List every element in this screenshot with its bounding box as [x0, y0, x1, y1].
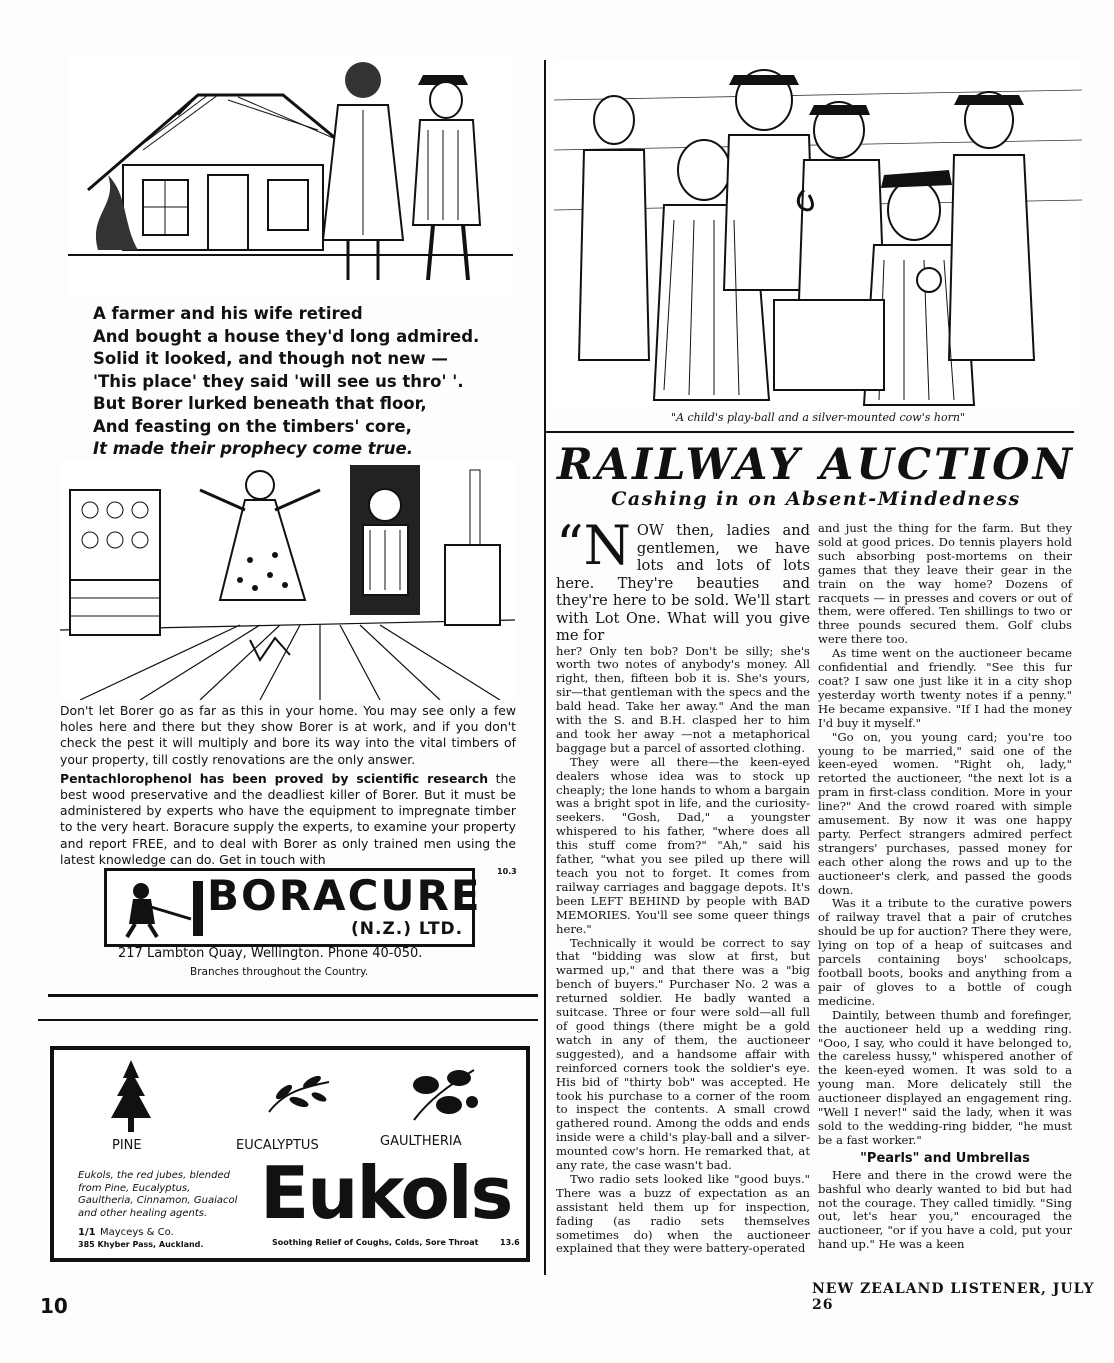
divider	[546, 431, 1074, 433]
poem-line: A farmer and his wife retired	[93, 304, 363, 323]
logo-bar	[193, 881, 203, 936]
poem-line: Solid it looked, and though not new —	[93, 349, 448, 368]
divider	[48, 994, 538, 997]
article-paragraph: They were all there—the keen-eyed dealers whose idea was to stock up cheaply; the lone hands to whom a bargain was a bright spot in life, and the curiosity-seekers. "Gosh, Dad," a youngster whispered to his father, "where does all this stuff come from?" "Ah," said his father, "what you see piled up there will teach you not to forget. It comes from railway carriages and baggage depots. It's been LEFT BEHIND by people with BAD MEMORIES. You'll see some queer things here."	[556, 754, 810, 936]
gaultheria-leaves-icon	[404, 1060, 484, 1130]
poem-line: It made their prophecy come true.	[93, 439, 413, 458]
pine-label: PINE	[112, 1138, 142, 1153]
article-column-1	[556, 514, 810, 1256]
article-opener	[556, 514, 810, 645]
gaultheria-label: GAULTHERIA	[380, 1134, 462, 1149]
article-paragraph: Technically it would be correct to say that "bidding was slow at first, but warmed up," and that there was a "big bench of buyers." Purchaser No. 2 was a returned soldier. He badly wanted a suitcase. Three or four were sold—all full of good things (there might be a gold watch in any of them, the auctioneer suggested), and a handsome affair with reinforced corners took the soldier's eye. His bid of "thirty bob" was accepted. He took his purchase to a corner of the room to inspect the contents. A small crowd gathered round. Among the odds and ends inside were a child's play-ball and a silver-mounted cow's horn. He remarked that, at any rate, the case wasn't bad.	[556, 935, 810, 1173]
eukols-price: 1/1	[78, 1227, 96, 1238]
pine-tree-icon	[109, 1060, 153, 1135]
eukols-brand: Eukols	[260, 1151, 512, 1235]
column-divider	[544, 60, 546, 1275]
borer-body-paragraph-1: Don't let Borer go as far as this in your home. You may see only a few holes here and there but they show Borer is at work, and if you don't check the pest it will multiply and bore its way into the vital timbers of your property, till costly renovations are the only answer.	[60, 703, 516, 767]
poem-line: And feasting on the timbers' core,	[93, 416, 412, 436]
poem-line: 'This place' they said 'will see us thro' '.	[93, 371, 464, 391]
page-number: 10	[40, 1294, 68, 1318]
article-subhead: Cashing in on Absent-Mindedness	[611, 488, 1021, 510]
article-paragraph: and just the thing for the farm. But they sold at good prices. Do tennis players hold such absorbing post-mortems on their games that they leave their gear in the train on the way home? Dozens of racquets — in presses and covers or out of them, were offered. Ten shillings to two or three pounds secured them. Golf clubs were there too.	[818, 521, 1072, 647]
drop-cap-letter: N	[583, 514, 631, 577]
eukols-ad	[50, 1046, 530, 1262]
borer-body	[60, 703, 516, 868]
article-headline: RAILWAY AUCTION	[557, 440, 1075, 490]
borer-body-text: the best wood preservative and the deadliest killer of Borer. But it must be administered by experts who have the equipment to impregnate timber to the very heart. Boracure supply the experts, to examine your property and report FREE, and to deal with Borer as only trained men using the latest knowledge can do. Get in touch with	[60, 770, 516, 867]
publication-footer: NEW ZEALAND LISTENER, JULY 26	[812, 1281, 1095, 1313]
house-couple-illustration	[68, 55, 513, 295]
pentachlorophenol-claim: Pentachlorophenol has been proved by scientific research	[60, 770, 489, 786]
boracure-ltd: (N.Z.) LTD.	[351, 919, 464, 939]
sprayer-worker-icon	[113, 879, 193, 939]
poem-line: But Borer lurked beneath that floor,	[93, 394, 427, 413]
eukols-tagline: Soothing Relief of Coughs, Colds, Sore Throat	[272, 1238, 479, 1247]
article-paragraph: Daintily, between thumb and forefinger, the auctioneer held up a wedding ring. "Ooo, I say, who could it have belonged to, the careless hussy," whispered another of the keen-eyed women. It was sold to a young man. More delicately still the auctioneer displayed an engagement ring. "Well I never!" said the lady, when it was sold to the wedding-ring bidder, "he must be a fast worker."	[818, 1007, 1072, 1147]
article-column-2	[818, 522, 1072, 1252]
auction-crowd-illustration	[554, 60, 1082, 410]
boracure-brand: BORACURE	[207, 871, 482, 920]
poem-line: And bought a house they'd long admired.	[93, 326, 480, 346]
article-paragraph: "Go on, you young card; you're too young to be married," said one of the keen-eyed women. "Right oh, lady," retorted the auctioneer, "the next lot is a pram in first-class condition. More in your line?" And the crowd roared with simple amusement. By now it was one happy party. Perfect strangers admired perfect strangers' purchases, passed money for each other along the rows and up to the auctioneer's clerk, and passed the goods down.	[818, 729, 1072, 897]
eucalyptus-leaves-icon	[264, 1072, 334, 1122]
collapsing-floor-illustration	[60, 460, 515, 700]
eucalyptus-label: EUCALYPTUS	[236, 1138, 319, 1153]
article-paragraph: As time went on the auctioneer became confidential and friendly. "See this fur coat? I saw one just like it in a city shop yesterday worth twenty notes if a penny." He became expansive. "If I had the money I'd buy it myself."	[818, 646, 1072, 730]
article-paragraph: Was it a tribute to the curative powers of railway travel that a pair of crutches should be up for auction? There they were, lying on top of a heap of suitcases and parcels containing boys' schoolcaps, football boots, books and anything from a pair of gloves to a bottle of cough medicine.	[818, 896, 1072, 1008]
illustration-caption: "A child's play-ball and a silver-mounted cow's horn"	[671, 411, 965, 424]
eukols-maker: Mayceys & Co.	[100, 1227, 174, 1238]
borer-poem	[93, 303, 513, 461]
article-paragraph: Here and there in the crowd were the bashful who dearly wanted to bid but had not the courage. They called timidly. "Sing out, let's hear you," encouraged the auctioneer, "or if you have a cold, put your hand up." He was a keen	[818, 1167, 1072, 1252]
boracure-code: 10.3	[497, 867, 517, 876]
article-opener-text: OW then, ladies and gentlemen, we have lots and lots of lots here. They're beauties and they're here to be sold. We'll start with Lot One. What will you give me for	[556, 522, 810, 644]
borer-body-paragraph-2	[60, 771, 516, 868]
boracure-branches: Branches throughout the Country.	[190, 966, 369, 978]
divider	[38, 1019, 538, 1021]
article-paragraph: Two radio sets looked like "good buys." There was a buzz of expectation as an assistant held them up for inspection, fading (as radio sets themselves sometimes do) when the auctioneer explained that they were battery-operated	[556, 1171, 810, 1256]
boracure-address: 217 Lambton Quay, Wellington. Phone 40-050.	[118, 946, 423, 961]
eukols-code: 13.6	[500, 1238, 520, 1247]
eukols-maker-address: 385 Khyber Pass, Auckland.	[78, 1240, 204, 1249]
eukols-blurb: Eukols, the red jubes, blended from Pine, Eucalyptus, Gaultheria, Cinnamon, Guaiacol and other healing agents.	[78, 1170, 238, 1219]
boracure-logo	[104, 868, 482, 947]
article-paragraph: her? Only ten bob? Don't be silly; she's worth two notes of anybody's money. All right, then, fifteen bob it is. She's yours, sir—that gentleman with the specs and the bald head. Take her away." And the man with the S. and B.H. clasped her to him and took her away —not a metaphorical baggage but a parcel of assorted clothing.	[556, 643, 810, 755]
drop-cap: “N	[556, 514, 631, 577]
section-heading: "Pearls" and Umbrellas	[860, 1150, 1030, 1166]
